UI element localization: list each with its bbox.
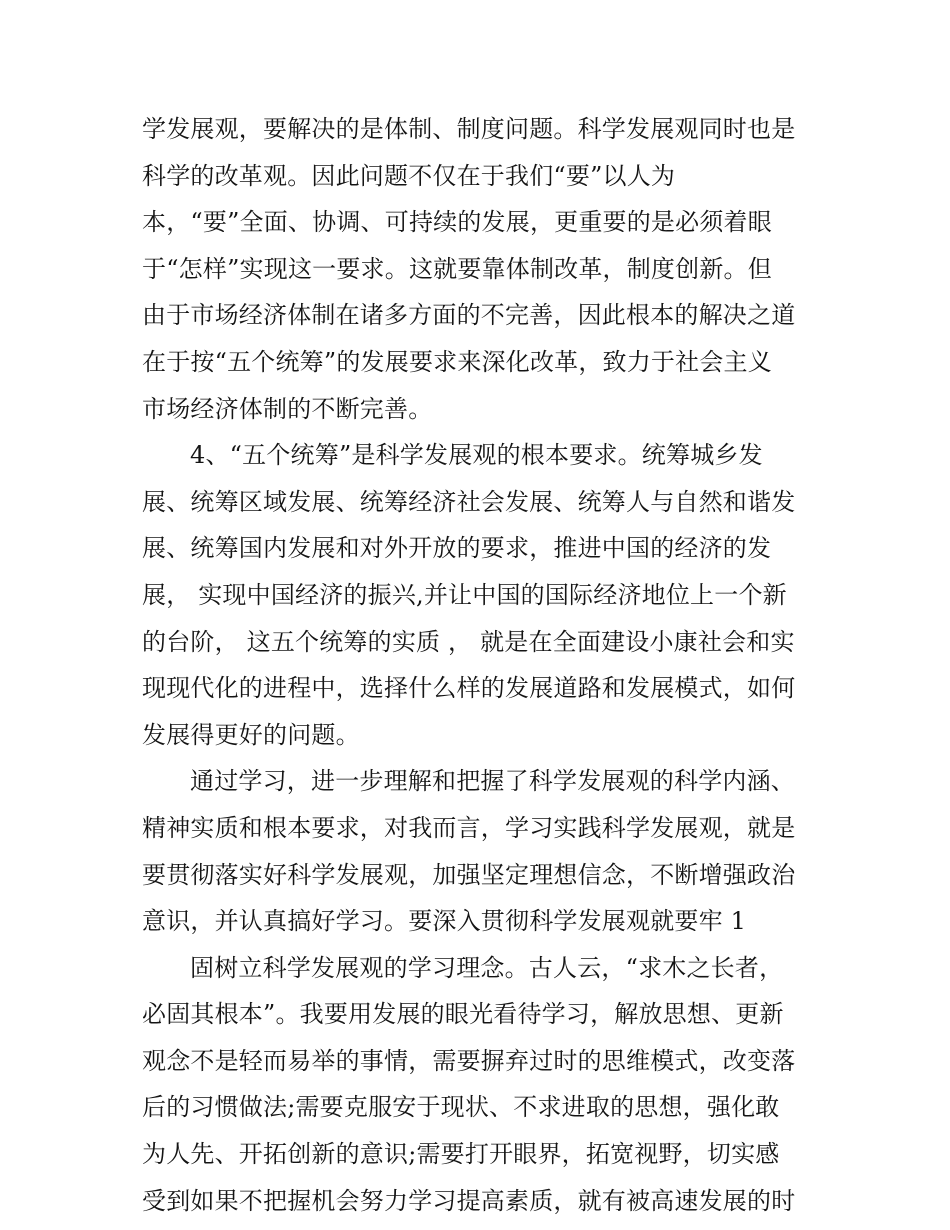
text-line-13: 现现代化的进程中，选择什么样的发展道路和发展模式，如何: [142, 674, 796, 703]
text-line-11: 展， 实现中国经济的振兴,并让中国的国际经济地位上一个新: [142, 580, 787, 609]
text-line-14: 发展得更好的问题。: [142, 720, 360, 749]
text-line-20: 必固其根本”。我要用发展的眼光看待学习，解放思想、更新: [142, 1000, 784, 1029]
paragraph-4-start: 4、“五个统筹”是科学发展观的根本要求。统筹城乡发: [190, 441, 763, 470]
text-line-21: 观念不是轻而易举的事情，需要摒弃过时的思维模式，改变落: [142, 1046, 796, 1075]
text-line-24: 受到如果不把握机会努力学习提高素质，就有被高速发展的时: [142, 1186, 796, 1215]
text-line-7: 市场经济体制的不断完善。: [142, 394, 433, 423]
text-line-17: 要贯彻落实好科学发展观，加强坚定理想信念，不断增强政治: [142, 860, 796, 889]
text-line-10: 展、统筹国内发展和对外开放的要求，推进中国的经济的发: [142, 534, 772, 563]
text-line-9: 展、统筹区域发展、统筹经济社会发展、统筹人与自然和谐发: [142, 487, 796, 516]
paragraph-study-start: 通过学习，进一步理解和把握了科学发展观的科学内涵、: [190, 767, 795, 796]
text-line-3: 本，“要”全面、协调、可持续的发展，更重要的是必须着眼: [142, 208, 772, 237]
text-line-6: 在于按“五个统筹”的发展要求来深化改革，致力于社会主义: [142, 347, 772, 376]
text-line-23: 为人先、开拓创新的意识;需要打开眼界，拓宽视野，切实感: [142, 1140, 780, 1169]
text-line-12: 的台阶， 这五个统筹的实质 ， 就是在全面建设小康社会和实: [142, 627, 795, 656]
text-line-5: 由于市场经济体制在诸多方面的不完善，因此根本的解决之道: [142, 301, 796, 330]
text-line-4: 于“怎样”实现这一要求。这就要靠体制改革，制度创新。但: [142, 254, 772, 283]
text-line-18: 意识，并认真搞好学习。要深入贯彻科学发展观就要牢 1: [142, 907, 747, 936]
body-text: [142, 106, 814, 1224]
paragraph-concept-start: 固树立科学发展观的学习理念。古人云，“求木之长者，: [190, 953, 784, 982]
text-line-2: 科学的改革观。因此问题不仅在于我们“要”以人为: [142, 161, 676, 190]
text-line-22: 后的习惯做法;需要克服安于现状、不求进取的思想，强化敢: [142, 1093, 780, 1122]
text-line-16: 精神实质和根本要求，对我而言，学习实践科学发展观，就是: [142, 813, 796, 842]
text-line-1: 学发展观，要解决的是体制、制度问题。科学发展观同时也是: [142, 115, 796, 143]
